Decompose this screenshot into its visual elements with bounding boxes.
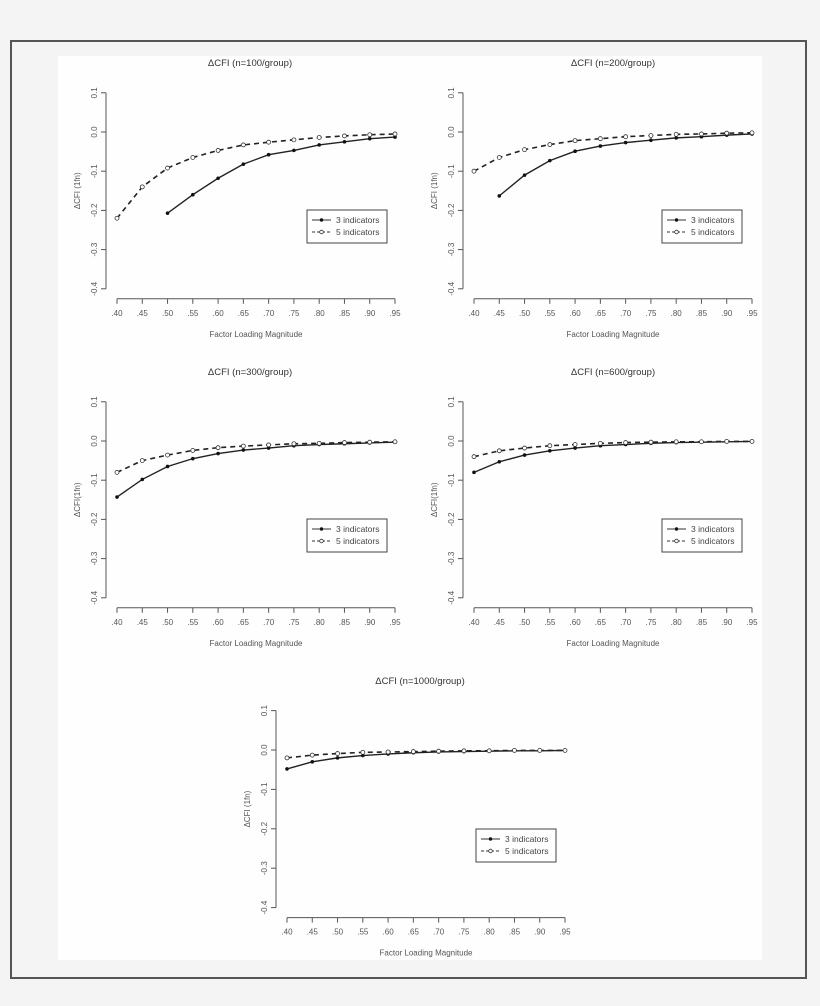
x-tick-label: .55 <box>357 927 369 937</box>
open-marker <box>292 442 296 446</box>
open-marker <box>241 143 245 147</box>
y-tick-label: 0.0 <box>90 435 100 447</box>
y-tick-label: 0.0 <box>447 126 457 138</box>
open-marker <box>497 155 501 159</box>
open-marker <box>598 441 602 445</box>
x-tick-label: .70 <box>263 617 275 627</box>
open-marker <box>191 448 195 452</box>
x-tick-label: .80 <box>670 308 682 318</box>
y-tick-label: 0.1 <box>447 396 457 408</box>
chart-panel-1 <box>73 58 401 339</box>
filled-marker <box>166 211 170 215</box>
open-marker <box>548 143 552 147</box>
open-marker <box>725 131 729 135</box>
open-marker <box>267 140 271 144</box>
chart-title: ΔCFI (n=1000/group) <box>375 676 465 687</box>
x-tick-label: .50 <box>331 927 344 937</box>
legend-label: 5 indicators <box>691 227 735 237</box>
series-3-indicators-line <box>117 442 395 497</box>
x-tick-label: .45 <box>136 308 148 318</box>
y-tick-label: -0.2 <box>447 203 457 218</box>
series-5-indicators-line <box>117 134 395 218</box>
filled-marker <box>343 140 347 144</box>
filled-marker <box>191 193 195 197</box>
y-tick-label: -0.4 <box>90 590 100 605</box>
open-marker <box>462 749 466 753</box>
filled-marker <box>216 176 220 180</box>
legend-label: 3 indicators <box>691 524 735 534</box>
open-marker <box>140 185 144 189</box>
y-tick-label: -0.2 <box>90 203 100 218</box>
x-axis-label: Factor Loading Magnitude <box>566 638 660 648</box>
open-marker <box>624 441 628 445</box>
legend-label: 5 indicators <box>336 227 380 237</box>
y-tick-label: 0.1 <box>447 87 457 99</box>
open-marker <box>216 148 220 152</box>
x-tick-label: .50 <box>518 617 531 627</box>
y-tick-label: 0.1 <box>260 705 270 717</box>
legend <box>476 829 556 862</box>
filled-marker <box>573 149 577 153</box>
open-marker <box>750 439 754 443</box>
filled-marker <box>140 478 144 482</box>
open-marker <box>750 131 754 135</box>
x-tick-label: .65 <box>237 308 249 318</box>
x-tick-label: .40 <box>281 927 293 937</box>
chart-title: ΔCFI (n=100/group) <box>207 58 293 69</box>
open-marker <box>472 169 476 173</box>
y-axis-label: ΔCFI (1fn) <box>73 172 82 210</box>
y-tick-label: -0.3 <box>90 242 100 257</box>
x-tick-label: .95 <box>559 927 571 937</box>
x-tick-label: .95 <box>746 617 758 627</box>
legend-label: 5 indicators <box>691 536 735 546</box>
y-tick-label: -0.1 <box>447 164 457 179</box>
open-marker <box>523 446 527 450</box>
filled-marker <box>624 141 628 145</box>
open-marker <box>115 216 119 220</box>
chart-title: ΔCFI (n=200/group) <box>570 58 656 69</box>
open-marker <box>674 132 678 136</box>
open-marker <box>472 455 476 459</box>
open-marker <box>115 470 119 474</box>
x-tick-label: .55 <box>187 308 199 318</box>
y-tick-label: 0.0 <box>447 435 457 447</box>
x-tick-label: .90 <box>364 308 376 318</box>
series-3-indicators-line <box>168 137 395 213</box>
legend <box>662 210 742 243</box>
y-tick-label: -0.2 <box>447 512 457 527</box>
x-tick-label: .40 <box>111 308 123 318</box>
filled-marker <box>523 173 527 177</box>
open-marker <box>573 443 577 447</box>
y-tick-label: -0.1 <box>90 473 100 488</box>
x-tick-label: .85 <box>695 617 708 627</box>
x-tick-label: .80 <box>313 308 325 318</box>
chart-panel-5 <box>243 676 571 958</box>
x-tick-label: .45 <box>306 927 318 937</box>
filled-marker <box>368 137 372 141</box>
chart-title: ΔCFI (n=300/group) <box>207 367 293 378</box>
y-axis-label: ΔCFI(1fn) <box>73 482 82 518</box>
open-marker <box>598 137 602 141</box>
x-tick-label: .65 <box>594 308 606 318</box>
x-tick-label: .75 <box>458 927 470 937</box>
legend-label: 5 indicators <box>505 846 549 856</box>
open-marker <box>386 750 390 754</box>
x-tick-label: .70 <box>620 308 632 318</box>
x-tick-label: .80 <box>313 617 325 627</box>
x-tick-label: .85 <box>338 308 351 318</box>
x-tick-label: .80 <box>483 927 495 937</box>
open-marker <box>725 439 729 443</box>
filled-marker <box>548 159 552 163</box>
chart-panel-3 <box>73 367 401 648</box>
open-marker <box>393 440 397 444</box>
open-marker <box>538 748 542 752</box>
x-tick-label: .85 <box>508 927 521 937</box>
filled-marker <box>242 162 246 166</box>
x-tick-label: .45 <box>493 308 505 318</box>
open-marker <box>166 453 170 457</box>
y-tick-label: -0.4 <box>447 590 457 605</box>
open-marker <box>487 749 491 753</box>
filled-marker <box>548 449 552 453</box>
open-marker <box>241 444 245 448</box>
legend <box>307 519 387 552</box>
legend-label: 3 indicators <box>336 215 380 225</box>
x-tick-label: .60 <box>569 308 581 318</box>
x-tick-label: .65 <box>237 617 249 627</box>
x-tick-label: .70 <box>263 308 275 318</box>
open-marker <box>140 459 144 463</box>
filled-marker <box>472 471 476 475</box>
open-marker <box>674 440 678 444</box>
open-marker <box>342 134 346 138</box>
x-tick-label: .70 <box>433 927 445 937</box>
open-marker <box>437 749 441 753</box>
open-marker <box>310 753 314 757</box>
series-5-indicators-line <box>474 133 752 171</box>
open-marker <box>548 444 552 448</box>
x-tick-label: .90 <box>364 617 376 627</box>
y-axis-label: ΔCFI (1fn) <box>243 790 252 828</box>
open-marker <box>649 440 653 444</box>
open-marker <box>699 440 703 444</box>
y-tick-label: -0.3 <box>90 551 100 566</box>
y-tick-label: -0.1 <box>260 782 270 797</box>
filled-marker <box>317 143 321 147</box>
x-tick-label: .40 <box>111 617 123 627</box>
open-marker <box>649 134 653 138</box>
y-tick-label: -0.2 <box>90 512 100 527</box>
y-tick-label: -0.3 <box>447 242 457 257</box>
x-axis-label: Factor Loading Magnitude <box>209 329 303 339</box>
open-marker <box>573 139 577 143</box>
y-tick-label: 0.1 <box>90 396 100 408</box>
y-tick-label: -0.1 <box>447 473 457 488</box>
y-tick-label: -0.4 <box>447 281 457 296</box>
series-5-indicators-line <box>117 442 395 473</box>
x-tick-label: .85 <box>695 308 708 318</box>
y-tick-label: 0.0 <box>90 126 100 138</box>
legend-label: 3 indicators <box>336 524 380 534</box>
filled-marker <box>497 460 501 464</box>
open-marker <box>285 756 289 760</box>
open-marker <box>166 166 170 170</box>
open-marker <box>267 443 271 447</box>
open-marker <box>411 750 415 754</box>
y-axis-label: ΔCFI(1fn) <box>430 482 439 518</box>
filled-marker <box>497 194 501 198</box>
x-tick-label: .95 <box>389 617 401 627</box>
filled-marker <box>166 465 170 469</box>
filled-marker <box>285 767 289 771</box>
open-marker <box>497 449 501 453</box>
y-tick-label: -0.3 <box>260 861 270 876</box>
legend <box>662 519 742 552</box>
filled-marker <box>649 138 653 142</box>
y-tick-label: -0.4 <box>90 281 100 296</box>
filled-marker <box>599 144 603 148</box>
x-tick-label: .55 <box>187 617 199 627</box>
open-marker <box>336 752 340 756</box>
y-tick-label: -0.2 <box>260 821 270 836</box>
x-tick-label: .60 <box>569 617 581 627</box>
filled-marker <box>267 153 271 157</box>
legend-label: 3 indicators <box>691 215 735 225</box>
x-tick-label: .75 <box>288 308 300 318</box>
filled-marker <box>310 760 314 764</box>
x-axis-label: Factor Loading Magnitude <box>566 329 660 339</box>
filled-marker <box>292 149 296 153</box>
filled-marker <box>336 756 340 760</box>
x-tick-label: .60 <box>212 617 224 627</box>
x-tick-label: .40 <box>468 308 480 318</box>
x-tick-label: .50 <box>161 308 174 318</box>
x-tick-label: .55 <box>544 308 556 318</box>
y-tick-label: -0.1 <box>90 164 100 179</box>
y-axis-label: ΔCFI (1fn) <box>430 172 439 210</box>
x-axis-label: Factor Loading Magnitude <box>209 638 303 648</box>
x-tick-label: .50 <box>161 617 174 627</box>
series-5-indicators-line <box>474 441 752 456</box>
x-tick-label: .50 <box>518 308 531 318</box>
x-tick-label: .90 <box>534 927 546 937</box>
filled-marker <box>242 448 246 452</box>
x-tick-label: .40 <box>468 617 480 627</box>
x-tick-label: .60 <box>212 308 224 318</box>
x-tick-label: .55 <box>544 617 556 627</box>
x-tick-label: .95 <box>746 308 758 318</box>
open-marker <box>361 750 365 754</box>
x-tick-label: .75 <box>645 617 657 627</box>
open-marker <box>563 748 567 752</box>
x-tick-label: .60 <box>382 927 394 937</box>
chart-panel-2 <box>430 58 758 339</box>
x-tick-label: .45 <box>493 617 505 627</box>
open-marker <box>191 155 195 159</box>
open-marker <box>368 440 372 444</box>
open-marker <box>512 748 516 752</box>
filled-marker <box>191 457 195 461</box>
x-tick-label: .80 <box>670 617 682 627</box>
open-marker <box>342 441 346 445</box>
x-tick-label: .95 <box>389 308 401 318</box>
y-tick-label: 0.0 <box>260 744 270 756</box>
open-marker <box>523 148 527 152</box>
y-tick-label: -0.3 <box>447 551 457 566</box>
series-3-indicators-line <box>474 441 752 472</box>
open-marker <box>624 135 628 139</box>
x-tick-label: .90 <box>721 617 733 627</box>
legend <box>307 210 387 243</box>
series-5-indicators-line <box>287 750 565 757</box>
x-tick-label: .85 <box>338 617 351 627</box>
open-marker <box>317 441 321 445</box>
x-tick-label: .70 <box>620 617 632 627</box>
series-3-indicators-line <box>287 750 565 769</box>
filled-marker <box>523 453 527 457</box>
filled-marker <box>115 495 119 499</box>
x-tick-label: .75 <box>288 617 300 627</box>
open-marker <box>699 132 703 136</box>
x-tick-label: .65 <box>407 927 419 937</box>
open-marker <box>393 132 397 136</box>
y-tick-label: -0.4 <box>260 900 270 915</box>
open-marker <box>317 135 321 139</box>
open-marker <box>292 138 296 142</box>
x-tick-label: .75 <box>645 308 657 318</box>
legend-label: 5 indicators <box>336 536 380 546</box>
x-tick-label: .65 <box>594 617 606 627</box>
x-tick-label: .90 <box>721 308 733 318</box>
x-axis-label: Factor Loading Magnitude <box>379 948 473 958</box>
open-marker <box>216 446 220 450</box>
filled-marker <box>216 452 220 456</box>
chart-title: ΔCFI (n=600/group) <box>570 367 656 378</box>
legend-label: 3 indicators <box>505 834 549 844</box>
open-marker <box>368 133 372 137</box>
chart-panel-4 <box>430 367 758 648</box>
x-tick-label: .45 <box>136 617 148 627</box>
y-tick-label: 0.1 <box>90 87 100 99</box>
